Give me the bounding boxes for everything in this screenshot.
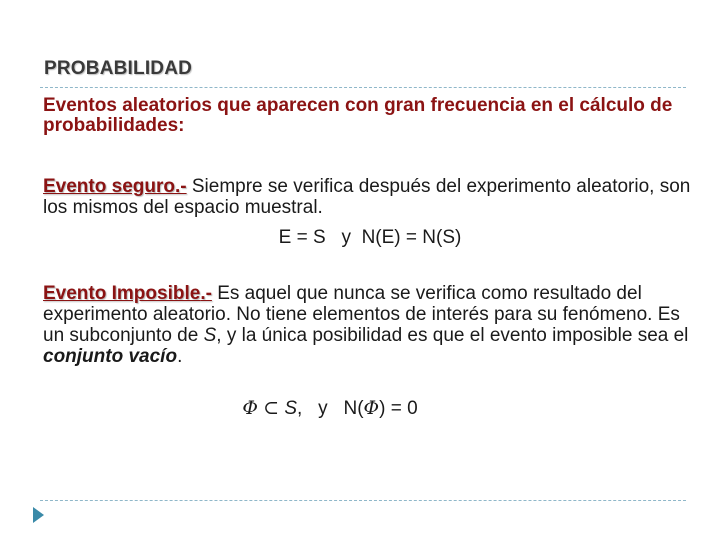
evento-seguro-separator: .- — [174, 176, 187, 197]
evento-seguro-definition: Siempre se verifica después del experimento aleatorio, son los mismos del espacio muestral. — [43, 176, 691, 218]
evento-imposible-definition-b: , y la única posibilidad es que el evento imposible sea el — [216, 325, 689, 346]
evento-imposible-formula — [0, 397, 690, 420]
subtitle: Eventos aleatorios que aparecen con gran frecuencia en el cálculo de probabilidades: — [43, 95, 673, 136]
formula-tail: ) = 0 — [379, 398, 418, 419]
evento-seguro-formula: E = S y N(E) = N(S) — [278, 227, 462, 248]
phi-symbol-2: Φ — [363, 397, 380, 419]
evento-imposible-separator: .- — [200, 283, 212, 304]
period: . — [177, 346, 183, 367]
evento-seguro-term — [43, 176, 187, 197]
formula-mid: , y N( — [297, 398, 364, 419]
evento-imposible-paragraph — [43, 283, 693, 367]
set-s-symbol: S — [203, 325, 217, 346]
evento-imposible-term-text: Evento Imposible — [43, 283, 201, 304]
evento-imposible-definition-a: Es aquel que nunca se verifica como resultado del experimento aleatorio. No tiene elementos de interés para su fenómeno. Es un subconjunto de — [43, 283, 680, 346]
triangle-bullet-icon — [33, 507, 44, 523]
bottom-divider — [40, 500, 686, 501]
evento-seguro-paragraph — [43, 176, 693, 218]
formula-s: S — [279, 398, 298, 419]
phi-symbol: Φ — [242, 397, 258, 419]
evento-seguro-term-text: Evento seguro — [43, 176, 175, 197]
top-divider — [40, 87, 686, 88]
subset-symbol: ⊂ — [263, 397, 280, 419]
vacio-term: vacío — [128, 346, 178, 367]
evento-imposible-term — [43, 283, 212, 304]
conjunto-term: conjunto — [43, 346, 124, 367]
page-title: PROBABILIDAD — [44, 58, 193, 79]
